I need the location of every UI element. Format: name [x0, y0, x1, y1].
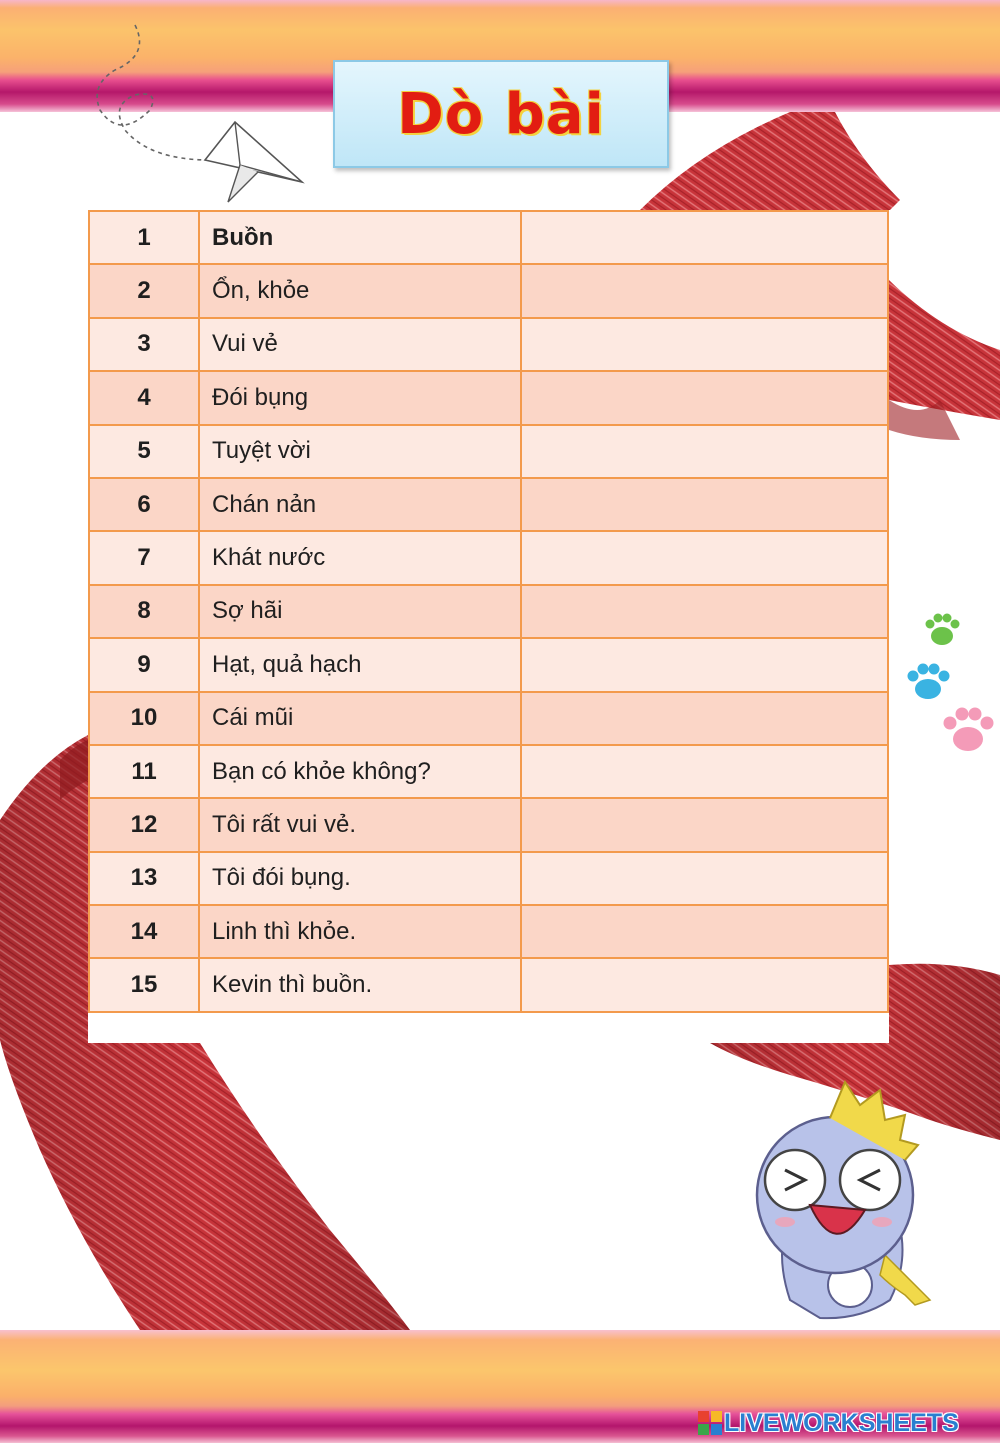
- row-number: 13: [89, 852, 199, 905]
- vietnamese-word: Cái mũi: [199, 692, 521, 745]
- table-row: [89, 745, 888, 798]
- table-row: [89, 211, 888, 264]
- row-number: 10: [89, 692, 199, 745]
- vietnamese-word: Bạn có khỏe không?: [199, 745, 521, 798]
- table-row: [89, 638, 888, 691]
- vietnamese-word: Đói bụng: [199, 371, 521, 424]
- paw-blue-icon: [904, 662, 952, 702]
- vietnamese-word: Kevin thì buồn.: [199, 958, 521, 1011]
- table-row: [89, 905, 888, 958]
- answer-cell[interactable]: [521, 692, 888, 745]
- paper-plane-icon: [97, 25, 302, 202]
- row-number: 11: [89, 745, 199, 798]
- vietnamese-word: Khát nước: [199, 531, 521, 584]
- row-number: 9: [89, 638, 199, 691]
- row-number: 4: [89, 371, 199, 424]
- row-number: 8: [89, 585, 199, 638]
- vietnamese-word: Buồn: [199, 211, 521, 264]
- table-row: [89, 371, 888, 424]
- answer-cell[interactable]: [521, 958, 888, 1011]
- row-number: 2: [89, 264, 199, 317]
- answer-cell[interactable]: [521, 531, 888, 584]
- table-row: [89, 692, 888, 745]
- answer-cell[interactable]: [521, 371, 888, 424]
- logo-text: LIVEWORKSHEETS: [724, 1408, 959, 1437]
- row-number: 15: [89, 958, 199, 1011]
- vietnamese-word: Hạt, quả hạch: [199, 638, 521, 691]
- answer-cell[interactable]: [521, 211, 888, 264]
- vietnamese-word: Tôi rất vui vẻ.: [199, 798, 521, 851]
- answer-cell[interactable]: [521, 478, 888, 531]
- table-row: [89, 958, 888, 1011]
- vietnamese-word: Sợ hãi: [199, 585, 521, 638]
- paw-green-icon: [922, 612, 962, 648]
- row-number: 3: [89, 318, 199, 371]
- vietnamese-word: Linh thì khỏe.: [199, 905, 521, 958]
- vietnamese-word: Ổn, khỏe: [199, 264, 521, 317]
- row-number: 5: [89, 425, 199, 478]
- table-row: [89, 531, 888, 584]
- vietnamese-word: Chán nản: [199, 478, 521, 531]
- answer-cell[interactable]: [521, 585, 888, 638]
- answer-cell[interactable]: [521, 905, 888, 958]
- dinosaur-mascot-icon: [757, 1082, 930, 1318]
- liveworksheets-logo-icon: [698, 1411, 722, 1435]
- table-row: [89, 852, 888, 905]
- table-row: [89, 585, 888, 638]
- row-number: 14: [89, 905, 199, 958]
- table-row: [89, 318, 888, 371]
- vietnamese-word: Tuyệt vời: [199, 425, 521, 478]
- row-number: 6: [89, 478, 199, 531]
- liveworksheets-logo: [698, 1410, 959, 1436]
- table-row: [89, 798, 888, 851]
- table-row: [89, 478, 888, 531]
- table-row: [89, 264, 888, 317]
- vocabulary-table: [88, 210, 889, 1013]
- row-number: 7: [89, 531, 199, 584]
- answer-cell[interactable]: [521, 425, 888, 478]
- row-number: 1: [89, 211, 199, 264]
- answer-cell[interactable]: [521, 852, 888, 905]
- row-number: 12: [89, 798, 199, 851]
- table-row: [89, 425, 888, 478]
- answer-cell[interactable]: [521, 318, 888, 371]
- answer-cell[interactable]: [521, 798, 888, 851]
- title-box: [333, 60, 669, 168]
- vietnamese-word: Vui vẻ: [199, 318, 521, 371]
- answer-cell[interactable]: [521, 745, 888, 798]
- vietnamese-word: Tôi đói bụng.: [199, 852, 521, 905]
- page-title: Dò bài: [397, 81, 605, 147]
- answer-cell[interactable]: [521, 264, 888, 317]
- answer-cell[interactable]: [521, 638, 888, 691]
- paw-pink-icon: [940, 706, 996, 756]
